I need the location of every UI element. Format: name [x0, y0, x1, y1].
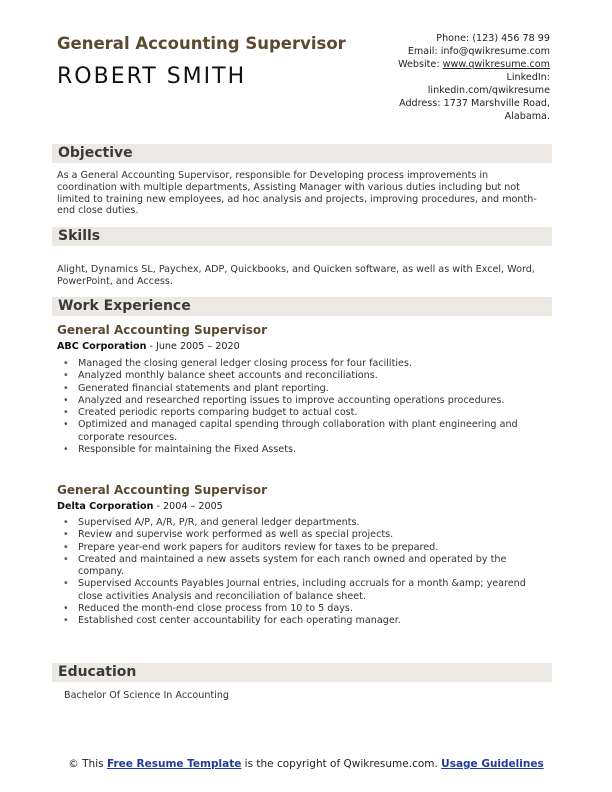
linkedin-value: linkedin.com/qwikresume — [427, 85, 550, 96]
job-bullets — [60, 517, 546, 628]
job-dates: - June 2005 – 2020 — [146, 341, 240, 352]
objective-title: Objective — [58, 145, 133, 161]
list-item: • Managed the closing general ledger closing process for four facilities. — [60, 358, 546, 370]
experience-section-header — [52, 297, 552, 316]
list-item: • Supervised Accounts Payables Journal entries, including accruals for a month &amp; yearend close activities Analysis and reconciliation of balance sheet. — [60, 578, 546, 603]
education-degree: Bachelor Of Science In Accounting — [64, 690, 229, 701]
address-value: 1737 Marshville Road, — [443, 98, 550, 109]
list-item: • Analyzed monthly balance sheet accounts and reconciliations. — [60, 370, 546, 382]
contact-website — [320, 58, 550, 71]
contact-block — [320, 32, 550, 123]
list-item: • Established cost center accountability for each operating manager. — [60, 615, 546, 627]
experience-title: Work Experience — [58, 298, 191, 314]
skills-title: Skills — [58, 228, 101, 244]
list-item: • Review and supervise work performed as well as special projects. — [60, 529, 546, 541]
list-item: • Generated financial statements and plant reporting. — [60, 383, 546, 395]
job-dates: - 2004 – 2005 — [153, 501, 223, 512]
phone-value: (123) 456 78 99 — [472, 33, 550, 44]
job-company-line — [57, 341, 240, 352]
list-item: • Prepare year-end work papers for auditors review for taxes to be prepared. — [60, 542, 546, 554]
list-item: • Reduced the month-end close process from 10 to 5 days. — [60, 603, 546, 615]
education-section-header — [52, 663, 552, 682]
list-item: • Created and maintained a new assets system for each ranch owned and operated by the company. — [60, 554, 546, 579]
contact-email — [320, 45, 550, 58]
website-label: Website: — [398, 59, 440, 70]
company-name: ABC Corporation — [57, 341, 147, 352]
job-title: General Accounting Supervisor — [57, 34, 346, 53]
job-role: General Accounting Supervisor — [57, 483, 268, 497]
candidate-name: ROBERT SMITH — [57, 64, 247, 89]
objective-section-header — [52, 144, 552, 163]
list-item: • Responsible for maintaining the Fixed Assets. — [60, 444, 546, 456]
free-resume-template-link[interactable]: Free Resume Template — [106, 758, 242, 770]
company-name: Delta Corporation — [57, 501, 154, 512]
skills-section-header — [52, 227, 552, 246]
contact-address — [320, 97, 550, 110]
footer-middle: is the copyright of Qwikresume.com. — [241, 758, 442, 770]
footer-prefix: © This — [68, 758, 107, 770]
list-item: • Optimized and managed capital spending through collaboration with plant engineering and corporate resources. — [60, 419, 546, 444]
footer — [0, 757, 612, 771]
job-bullets — [60, 358, 546, 456]
job-company-line — [57, 501, 223, 512]
job-role: General Accounting Supervisor — [57, 323, 268, 337]
linkedin-label: LinkedIn: — [506, 72, 550, 83]
phone-label: Phone: — [436, 33, 470, 44]
contact-phone — [320, 32, 550, 45]
skills-text: Alight, Dynamics SL, Paychex, ADP, Quickbooks, and Quicken software, as well as with Excel, Word, PowerPoint, and Access. — [57, 264, 535, 287]
website-link[interactable]: www.qwikresume.com — [442, 59, 550, 70]
usage-guidelines-link[interactable]: Usage Guidelines — [441, 758, 544, 770]
objective-text: As a General Accounting Supervisor, responsible for Developing process improvements in coordination with multiple departments, Assisting Manager with various duties including but not limited to training new employees, ad hoc analysis and projects, improving procedures, and month-end close duties. — [57, 170, 537, 217]
address-line2: Alabama. — [504, 111, 550, 122]
education-title: Education — [58, 664, 137, 680]
email-label: Email: — [407, 46, 438, 57]
list-item: • Supervised A/P, A/R, P/R, and general ledger departments. — [60, 517, 546, 529]
list-item: • Analyzed and researched reporting issues to improve accounting operations procedures. — [60, 395, 546, 407]
list-item: • Created periodic reports comparing budget to actual cost. — [60, 407, 546, 419]
email-value: info@qwikresume.com — [440, 46, 550, 57]
address-label: Address: — [399, 98, 441, 109]
